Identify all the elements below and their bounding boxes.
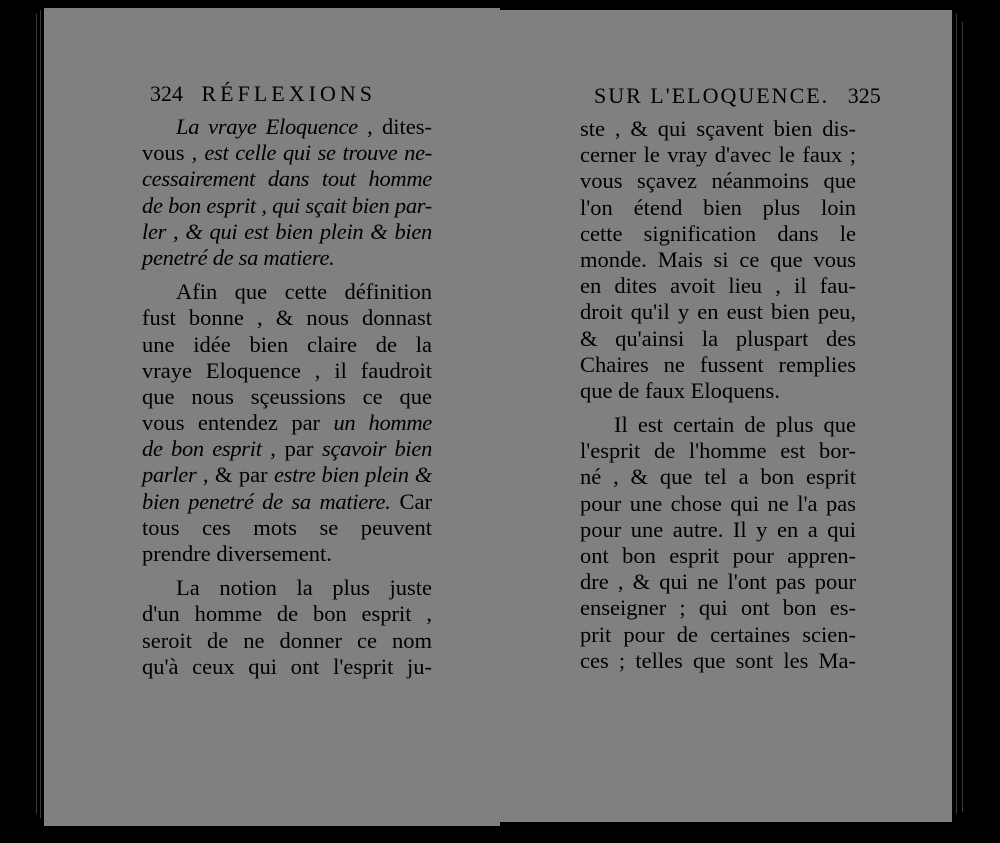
roman-run: fust bonne , & nous donnast bbox=[142, 305, 432, 331]
page-edge-right bbox=[962, 22, 963, 812]
italic-run: un homme bbox=[333, 410, 432, 436]
text-line bbox=[142, 332, 432, 358]
roman-run: pour une chose qui ne l'a pas bbox=[580, 490, 856, 516]
roman-run: vous entendez par bbox=[142, 410, 334, 436]
roman-run: Afin que cette définition bbox=[176, 279, 432, 305]
roman-run: cette signification dans le bbox=[580, 220, 856, 246]
roman-run: vraye Eloquence , il faudroit bbox=[142, 357, 432, 383]
text-line bbox=[142, 279, 432, 305]
text-line bbox=[580, 142, 856, 168]
text-line bbox=[142, 358, 432, 384]
text-line bbox=[580, 569, 856, 595]
text-line bbox=[580, 116, 856, 142]
text-line bbox=[580, 168, 856, 194]
text-line bbox=[580, 648, 856, 674]
text-line bbox=[580, 622, 856, 648]
roman-run: une idée bien claire de la bbox=[142, 331, 432, 357]
text-line bbox=[142, 489, 432, 515]
text-line bbox=[580, 438, 856, 464]
text-line bbox=[580, 517, 856, 543]
paragraph-gap bbox=[142, 271, 432, 279]
italic-run: cessairement dans tout homme bbox=[142, 166, 432, 192]
roman-run: ont bon esprit pour appren- bbox=[580, 543, 856, 568]
roman-run: droit qu'il y en eust bien peu, bbox=[580, 299, 856, 325]
roman-run: dre , & qui ne l'ont pas pour bbox=[580, 569, 856, 595]
text-line bbox=[142, 654, 432, 680]
italic-run: de bon esprit , qui sçait bien par- bbox=[142, 192, 432, 218]
roman-run: d'un homme de bon esprit , bbox=[142, 601, 432, 627]
right-page-text bbox=[580, 116, 856, 674]
text-line bbox=[580, 326, 856, 352]
text-line bbox=[580, 491, 856, 517]
left-page-header bbox=[150, 81, 376, 107]
roman-run: vous , bbox=[142, 140, 205, 166]
text-line bbox=[580, 412, 856, 438]
text-line bbox=[142, 193, 432, 219]
roman-run: Chaires ne fussent remplies bbox=[580, 351, 856, 377]
roman-run: , dites- bbox=[357, 114, 432, 139]
text-line bbox=[142, 384, 432, 410]
text-line bbox=[142, 515, 432, 541]
roman-run: , & par bbox=[196, 462, 274, 488]
left-page-text bbox=[142, 114, 432, 680]
text-line bbox=[142, 410, 432, 436]
text-line bbox=[142, 166, 432, 192]
roman-run: l'on étend bien plus loin bbox=[580, 194, 856, 220]
left-page bbox=[44, 8, 500, 826]
text-line bbox=[142, 305, 432, 331]
roman-run: prendre diversement. bbox=[142, 541, 332, 566]
left-page-number: 324 bbox=[150, 81, 183, 106]
roman-run: l'esprit de l'homme est bor- bbox=[580, 438, 856, 464]
left-running-title: RÉFLEXIONS bbox=[201, 81, 376, 106]
roman-run: que nous sçeussions ce que bbox=[142, 383, 432, 409]
text-line bbox=[142, 436, 432, 462]
roman-run: cerner le vray d'avec le faux ; bbox=[580, 142, 856, 168]
text-line bbox=[580, 595, 856, 621]
right-page-number: 325 bbox=[847, 83, 881, 108]
right-page bbox=[500, 10, 952, 822]
right-page-header bbox=[594, 83, 881, 109]
text-line bbox=[580, 195, 856, 221]
italic-run: penetré de sa matiere. bbox=[142, 244, 335, 270]
text-line bbox=[142, 245, 432, 271]
italic-run: estre bien plein & bbox=[274, 462, 432, 488]
text-line bbox=[142, 462, 432, 488]
roman-run: pour une autre. Il y en a qui bbox=[580, 516, 856, 542]
text-line bbox=[142, 219, 432, 245]
roman-run: Il est certain de plus que bbox=[614, 412, 856, 438]
roman-run: , par bbox=[261, 436, 322, 462]
text-line bbox=[580, 543, 856, 569]
roman-run: enseigner ; qui ont bon es- bbox=[580, 595, 856, 621]
roman-run: en dites avoit lieu , il fau- bbox=[580, 273, 856, 299]
italic-run: bien penetré de sa matiere. bbox=[142, 488, 391, 514]
roman-run: Car bbox=[390, 488, 432, 514]
text-line bbox=[142, 628, 432, 654]
roman-run: que de faux Eloquens. bbox=[580, 377, 780, 403]
text-line bbox=[142, 575, 432, 601]
text-line bbox=[142, 601, 432, 627]
text-line bbox=[580, 352, 856, 378]
roman-run: tous ces mots se peuvent bbox=[142, 514, 432, 540]
roman-run: seroit de ne donner ce nom bbox=[142, 627, 432, 653]
text-line bbox=[142, 140, 432, 166]
roman-run: né , & que tel a bon esprit bbox=[580, 464, 856, 490]
roman-run: monde. Mais si ce que vous bbox=[580, 246, 856, 272]
right-running-title: SUR L'ELOQUENCE. bbox=[594, 83, 830, 108]
text-line bbox=[580, 299, 856, 325]
paragraph-gap bbox=[580, 404, 856, 412]
italic-run: sçavoir bien bbox=[321, 436, 433, 462]
italic-run: parler bbox=[142, 462, 197, 488]
roman-run: prit pour de certaines scien- bbox=[580, 621, 856, 647]
roman-run: ces ; telles que sont les Ma- bbox=[580, 647, 856, 673]
italic-run: est celle qui se trouve ne- bbox=[204, 140, 432, 166]
text-line bbox=[580, 221, 856, 247]
italic-run: de bon esprit bbox=[142, 436, 262, 462]
page-edge-left bbox=[36, 14, 37, 814]
text-line bbox=[142, 541, 432, 567]
text-line bbox=[580, 378, 856, 404]
paragraph-gap bbox=[142, 567, 432, 575]
text-line bbox=[580, 247, 856, 273]
roman-run: vous sçavez néanmoins que bbox=[580, 168, 856, 194]
italic-run: La vraye Eloquence bbox=[176, 114, 358, 139]
text-line bbox=[580, 464, 856, 490]
roman-run: ste , & qui sçavent bien dis- bbox=[580, 116, 856, 141]
text-line bbox=[142, 114, 432, 140]
italic-run: ler , & qui est bien plein & bien bbox=[142, 218, 432, 244]
page-edge-right bbox=[956, 14, 957, 814]
roman-run: & qu'ainsi la pluspart des bbox=[580, 325, 856, 351]
text-line bbox=[580, 273, 856, 299]
roman-run: La notion la plus juste bbox=[176, 575, 432, 601]
roman-run: qu'à ceux qui ont l'esprit ju- bbox=[142, 653, 432, 679]
page-edge-left bbox=[40, 10, 41, 818]
